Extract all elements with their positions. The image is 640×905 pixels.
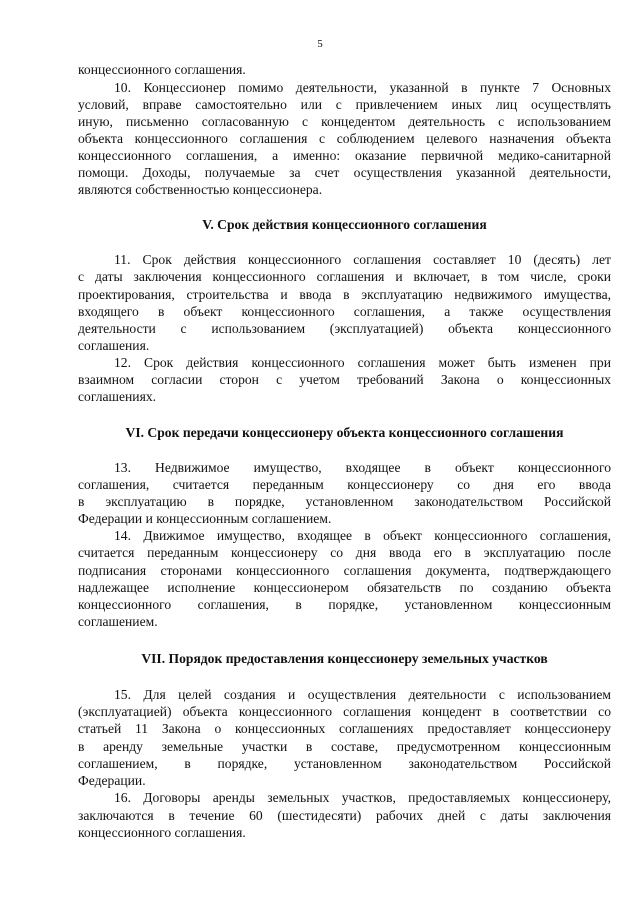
body-line: в аренду земельные участки в составе, предусмотренном концессионным — [78, 739, 611, 754]
body-line: деятельности с использованием (эксплуатацией) объекта концессионного — [78, 321, 611, 336]
body-line: 13. Недвижимое имущество, входящее в объект концессионного — [114, 460, 611, 475]
page-number: 5 — [317, 38, 323, 50]
body-line: 15. Для целей создания и осуществления деятельности с использованием — [114, 687, 611, 702]
body-line: 10. Концессионер помимо деятельности, указанной в пункте 7 Основных — [114, 80, 611, 95]
body-line: надлежащее исполнение концессионером обязательств по созданию объекта — [78, 580, 611, 595]
body-line: 12. Срок действия концессионного соглашения может быть изменен при — [114, 355, 611, 370]
body-line: соглашениях. — [78, 389, 157, 404]
body-line: с даты заключения концессионного соглашения и включает, в том числе, сроки — [78, 269, 611, 284]
body-line: проектирования, строительства и ввода в эксплуатацию недвижимого имущества, — [78, 287, 611, 302]
body-line: концессионного соглашения. — [78, 825, 246, 840]
body-line: взаимном согласии сторон с учетом требований Закона о концессионных — [78, 372, 611, 387]
body-line: помощи. Доходы, получаемые за счет осуществления указанной деятельности, — [78, 165, 611, 180]
body-line: являются собственностью концессионера. — [78, 182, 323, 197]
body-line: соглашением, в порядке, установленном законодательством Российской — [78, 756, 611, 771]
body-line: концессионного соглашения, а именно: оказание первичной медико-санитарной — [78, 148, 611, 163]
body-line: в эксплуатацию в порядке, установленном законодательством Российской — [78, 494, 611, 509]
body-line: считается переданным концессионеру со дня ввода его в эксплуатацию после — [78, 545, 611, 560]
body-line: 16. Договоры аренды земельных участков, предоставляемых концессионеру, — [114, 790, 611, 805]
body-line: Федерации и концессионным соглашением. — [78, 511, 332, 526]
body-line: концессионного соглашения. — [78, 62, 246, 77]
body-line: статьей 11 Закона о концессионных соглашениях предоставляет концессионеру — [78, 721, 611, 736]
body-line: условий, вправе самостоятельно или с привлечением иных лиц осуществлять — [78, 97, 611, 112]
body-line: концессионного соглашения, в порядке, установленном концессионным — [78, 597, 611, 612]
body-line: 11. Срок действия концессионного соглашения составляет 10 (десять) лет — [114, 252, 611, 267]
body-line: входящего в объект концессионного соглашения, а также осуществления — [78, 304, 611, 319]
body-line: соглашением. — [78, 614, 158, 629]
body-line: подписания сторонами концессионного соглашения документа, подтверждающего — [78, 563, 611, 578]
body-line: объекта концессионного соглашения с соблюдением целевого назначения объекта — [78, 131, 611, 146]
section-heading: VI. Срок передачи концессионеру объекта концессионного соглашения — [125, 425, 564, 440]
body-line: заключаются в течение 60 (шестидесяти) рабочих дней с даты заключения — [78, 808, 611, 823]
body-line: (эксплуатацией) объекта концессионного соглашения концедент в соответствии со — [78, 704, 611, 719]
section-heading: VII. Порядок предоставления концессионеру земельных участков — [141, 651, 548, 666]
body-line: Федерации. — [78, 773, 146, 788]
section-heading: V. Срок действия концессионного соглашения — [202, 217, 487, 232]
body-line: иную, письменно согласованную с концедентом деятельность с использованием — [78, 114, 611, 129]
body-line: 14. Движимое имущество, входящее в объект концессионного соглашения, — [114, 528, 611, 543]
body-line: соглашения, считается переданным концессионеру со дня его ввода — [78, 477, 611, 492]
body-line: соглашения. — [78, 338, 150, 353]
